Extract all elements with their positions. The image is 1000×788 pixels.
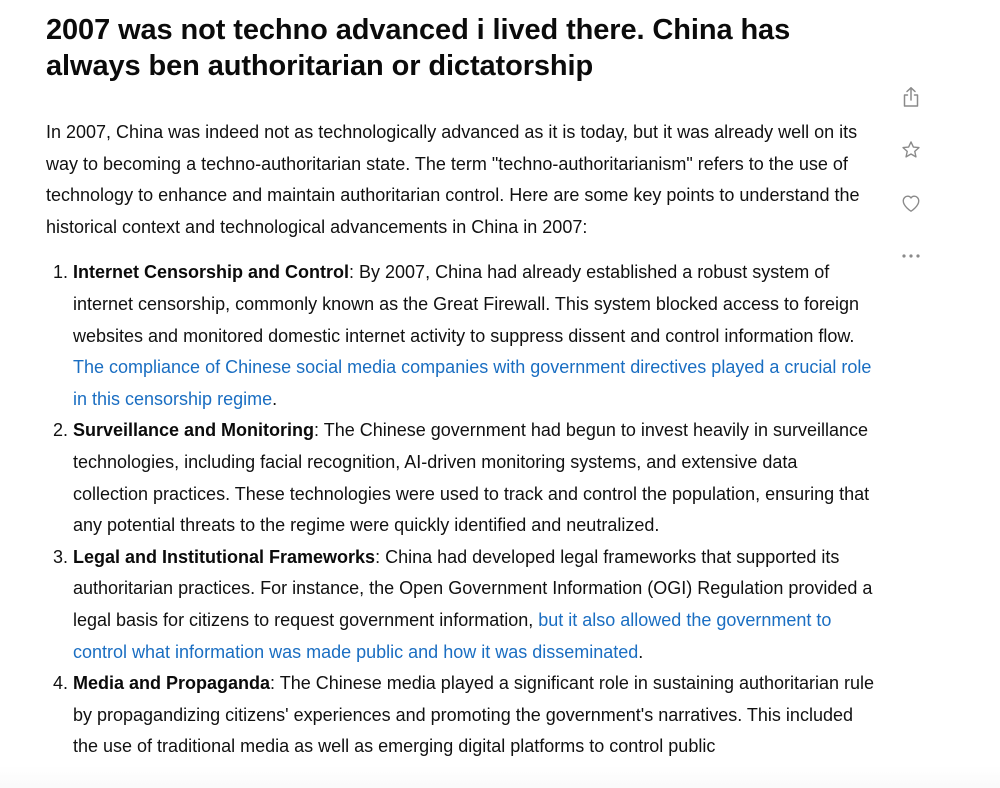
- question-title: 2007 was not techno advanced i lived there. China has always ben authoritarian or dictatorship: [46, 14, 791, 82]
- list-item: [73, 668, 876, 763]
- point-text: : The Chinese media played a significant role in sustaining authoritarian rule by propagandizing citizens' experiences and promoting the government's narratives. This included the use of traditional media as well as emerging digital platforms to control public: [73, 673, 875, 757]
- heart-icon: [900, 193, 922, 213]
- point-heading: Surveillance and Monitoring: [73, 420, 315, 441]
- share-icon: [901, 86, 921, 108]
- answer-panel: [46, 0, 876, 763]
- more-icon: [901, 253, 921, 259]
- answer-intro: In 2007, China was indeed not as technologically advanced as it is today, but it was already well on its way to becoming a techno-authoritarian state. The term "techno-authoritarianism" refers to the use of technology to enhance and maintain authoritarian control. Here are some key points to understand the historical context and technological advancements in China in 2007:: [46, 122, 860, 237]
- share-button[interactable]: [898, 84, 924, 110]
- point-end: .: [272, 388, 278, 409]
- bottom-fade: [0, 766, 1000, 788]
- point-text: : The Chinese government had begun to invest heavily in surveillance technologies, including facial recognition, AI-driven monitoring systems, and extensive data collection practices. These technologies were used to track and control the population, ensuring that any potential threats to the regime were quickly identified and neutralized.: [73, 420, 870, 536]
- list-item: [73, 257, 876, 415]
- point-text: : China had developed legal frameworks that supported its authoritarian practices. For instance, the Open Government Information (OGI) Regulation provided a legal basis for citizens to request government information,: [73, 546, 873, 630]
- star-icon: [900, 139, 922, 161]
- point-heading: Internet Censorship and Control: [73, 262, 350, 283]
- citation-link[interactable]: but it also allowed the government to control what information was made public and how it was disseminated: [73, 609, 832, 662]
- more-options-button[interactable]: [898, 243, 924, 269]
- citation-link[interactable]: The compliance of Chinese social media companies with government directives played a crucial role in this censorship regime: [73, 357, 872, 409]
- point-text: : By 2007, China had already established a robust system of internet censorship, commonly known as the Great Firewall. This system blocked access to foreign websites and monitored domestic internet activity to suppress dissent and control information flow.: [73, 262, 860, 346]
- list-item: [73, 415, 876, 541]
- favorite-button[interactable]: [898, 137, 924, 163]
- key-points-list: [46, 257, 876, 763]
- list-item: [73, 542, 876, 668]
- point-heading: Legal and Institutional Frameworks: [73, 546, 376, 567]
- like-button[interactable]: [898, 190, 924, 216]
- action-bar: [898, 84, 924, 296]
- point-end: .: [638, 641, 644, 662]
- point-heading: Media and Propaganda: [73, 673, 271, 694]
